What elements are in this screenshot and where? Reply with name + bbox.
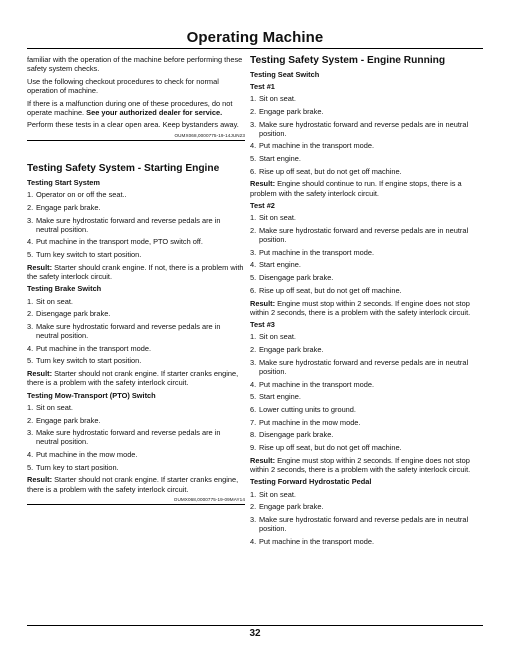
result-test-3: Result: Engine must stop within 2 seconds. If engine does not stop within 2 seconds, there is a problem with the safety interlock circuit. [250, 455, 471, 474]
step-item: 2. Engage park brake. [27, 202, 101, 212]
section-divider [27, 140, 245, 141]
subheading-pto-switch: Testing Mow-Transport (PTO) Switch [27, 390, 156, 400]
malfunction-paragraph [27, 99, 245, 117]
step-item: 2. Engage park brake. [250, 345, 324, 355]
right-column [250, 55, 484, 549]
intro-paragraph-2: Use the following checkout procedures to check for normal operation of machine. [27, 76, 219, 95]
step-item: 5. Start engine. [250, 392, 301, 402]
step-item: 3. Make sure hydrostatic forward and reverse pedals are in neutral position. [250, 119, 469, 138]
step-item: 3. Put machine in the transport mode. [250, 247, 375, 257]
step-item: 1. Operator on or off the seat.. [27, 190, 127, 200]
reference-code: OUMX068,0000775-19-14JUN23 [174, 133, 245, 139]
section-title-engine-running: Testing Safety System - Engine Running [250, 55, 446, 66]
step-item: 1. Sit on seat. [250, 213, 296, 223]
step-item: 5. Disengage park brake. [250, 273, 334, 283]
step-item: 8. Disengage park brake. [250, 430, 334, 440]
step-item: 4. Put machine in the transport mode. [250, 141, 375, 151]
subheading-forward-pedal: Testing Forward Hydrostatic Pedal [250, 477, 372, 487]
step-item: 4. Put machine in the transport mode, PTO switch off. [27, 237, 203, 247]
section-divider [27, 504, 245, 505]
step-item: 5. Turn key to start position. [27, 462, 119, 472]
reference-code: OUMX068,0000775-19-09MAY14 [173, 497, 245, 503]
step-item: 3. Make sure hydrostatic forward and reverse pedals are in neutral position. [250, 514, 469, 533]
steps-forward-pedal [250, 490, 484, 546]
step-item: 5. Turn key switch to start position. [27, 356, 142, 366]
step-item: 2. Engage park brake. [27, 415, 101, 425]
step-item: 4. Put machine in the transport mode. [250, 536, 375, 546]
step-item: 6. Rise up off seat, but do not get off machine. [250, 285, 402, 295]
footer-rule [27, 625, 483, 626]
steps-test-3 [250, 332, 484, 452]
step-item: 7. Put machine in the mow mode. [250, 417, 361, 427]
steps-pto-switch [27, 403, 245, 472]
step-item: 3. Make sure hydrostatic forward and reverse pedals are in neutral position. [27, 321, 221, 340]
page-title: Operating Machine [186, 29, 324, 46]
steps-test-2 [250, 213, 484, 295]
subheading-test-3: Test #3 [250, 320, 275, 330]
subheading-brake-switch: Testing Brake Switch [27, 284, 102, 294]
step-item: 1. Sit on seat. [27, 296, 73, 306]
step-item: 3. Make sure hydrostatic forward and reverse pedals are in neutral position. [250, 357, 469, 376]
result-pto-switch: Result: Starter should not crank engine. If starter cranks engine, there is a problem with the safety interlock circuit. [27, 475, 239, 494]
step-item: 6. Rise up off seat, but do not get off machine. [250, 166, 402, 176]
step-item: 5. Turn key switch to start position. [27, 249, 142, 259]
subheading-test-1: Test #1 [250, 82, 275, 92]
perform-paragraph: Perform these tests in a clear open area. Keep bystanders away. [27, 120, 239, 130]
steps-start-system [27, 190, 245, 259]
step-item: 1. Sit on seat. [250, 489, 296, 499]
left-column [27, 55, 245, 505]
intro-paragraph-1: familiar with the operation of the machine before performing these safety system checks. [27, 55, 243, 74]
step-item: 2. Disengage park brake. [27, 309, 111, 319]
malfunction-text: If there is a malfunction during one of these procedures, do not operate machine. [27, 98, 233, 117]
step-item: 2. Engage park brake. [250, 106, 324, 116]
step-item: 2. Engage park brake. [250, 502, 324, 512]
section-title-starting-engine: Testing Safety System - Starting Engine [27, 163, 220, 175]
step-item: 4. Put machine in the transport mode. [250, 379, 375, 389]
subheading-seat-switch: Testing Seat Switch [250, 70, 320, 79]
step-item: 4. Put machine in the transport mode. [27, 343, 152, 353]
step-item: 1. Sit on seat. [250, 94, 296, 104]
result-test-1: Result: Engine should continue to run. If engine stops, there is a problem with the safety interlock circuit. [250, 179, 462, 198]
result-start-system: Result: Starter should crank engine. If not, there is a problem with the safety interlock circuit. [27, 262, 244, 281]
step-item: 1. Sit on seat. [27, 402, 73, 412]
step-item: 4. Start engine. [250, 260, 301, 270]
result-brake-switch: Result: Starter should not crank engine. If starter cranks engine, there is a problem with the safety interlock circuit. [27, 369, 239, 388]
subheading-test-2: Test #2 [250, 201, 275, 211]
step-item: 5. Start engine. [250, 154, 301, 164]
step-item: 6. Lower cutting units to ground. [250, 404, 356, 414]
steps-test-1 [250, 94, 484, 176]
header-rule [27, 48, 483, 49]
page-number: 32 [249, 628, 261, 639]
subheading-start-system: Testing Start System [27, 178, 100, 188]
step-item: 4. Put machine in the mow mode. [27, 450, 138, 460]
result-test-2: Result: Engine must stop within 2 seconds. If engine does not stop within 2 seconds, there is a problem with the safety interlock circuit. [250, 298, 471, 317]
step-item: 3. Make sure hydrostatic forward and reverse pedals are in neutral position. [27, 428, 221, 447]
step-item: 9. Rise up off seat, but do not get off machine. [250, 442, 402, 452]
step-item: 1. Sit on seat. [250, 332, 296, 342]
dealer-service-text: See your authorized dealer for service. [86, 107, 223, 117]
step-item: 3. Make sure hydrostatic forward and reverse pedals are in neutral position. [27, 215, 221, 234]
step-item: 2. Make sure hydrostatic forward and reverse pedals are in neutral position. [250, 225, 469, 245]
steps-brake-switch [27, 297, 245, 366]
